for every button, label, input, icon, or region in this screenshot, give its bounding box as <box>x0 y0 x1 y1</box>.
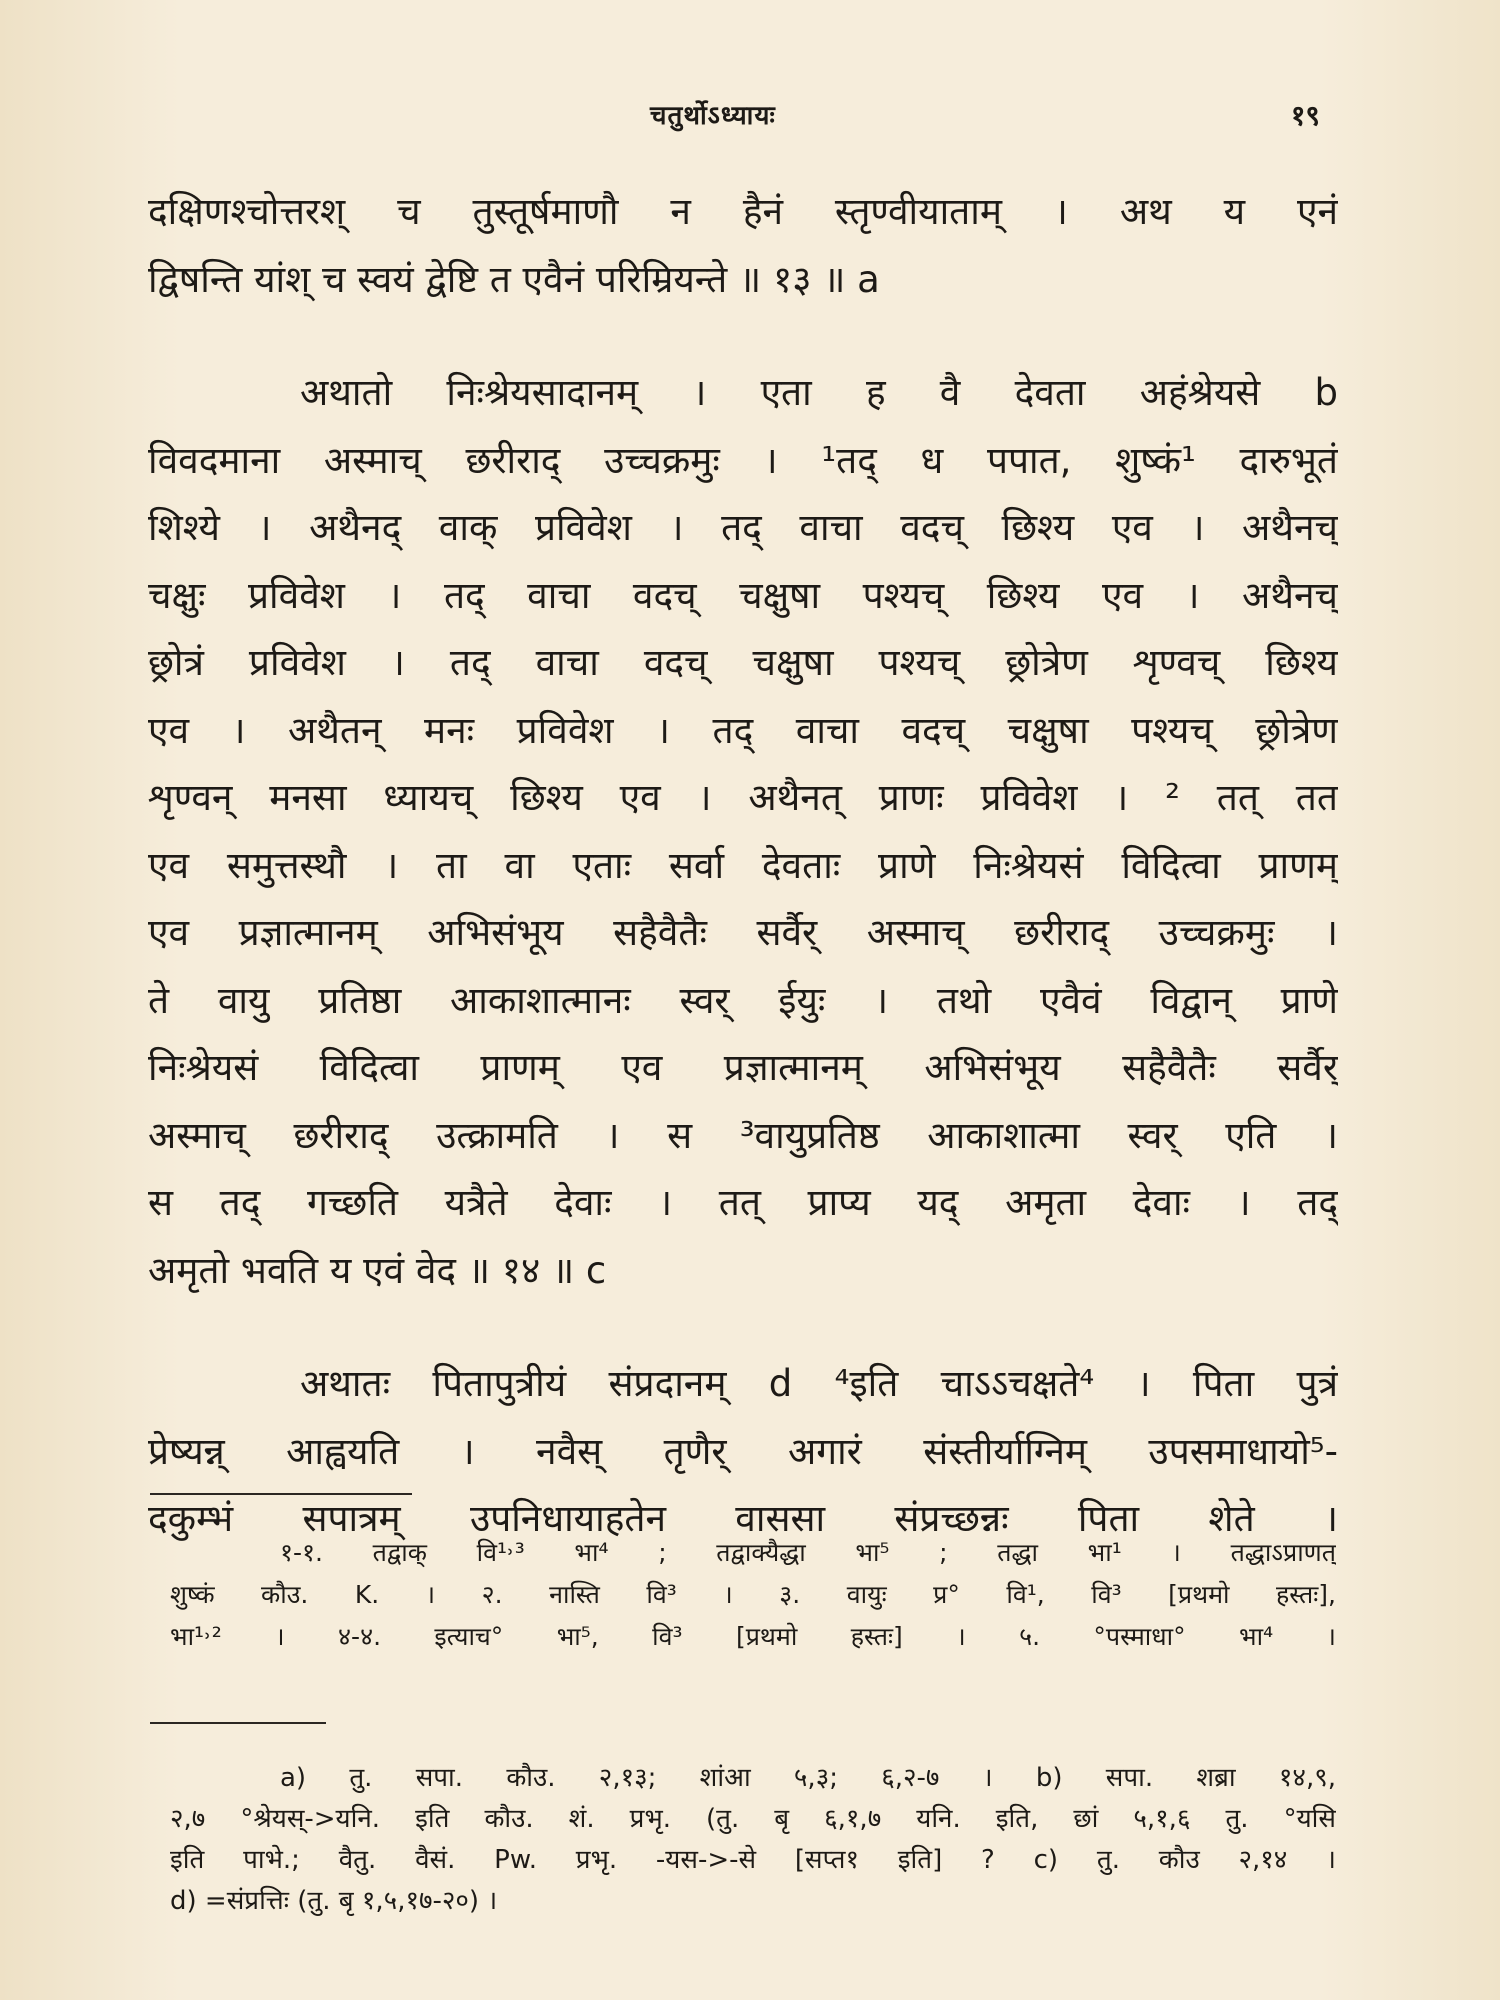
text-line: अस्माच् छरीराद् उत्क्रामति । स ³वायुप्रतिष्ठ आकाशात्मा स्वर् एति । <box>148 1113 1338 1157</box>
text-line: चक्षुः प्रविवेश । तद् वाचा वदच् चक्षुषा पश्यच् छिश्य एव । अथैनच् <box>148 573 1338 617</box>
text-line: छ्रोत्रं प्रविवेश । तद् वाचा वदच् चक्षुषा पश्यच् छ्रोत्रेण शृण्वच् छिश्य <box>148 641 1338 684</box>
text-line: निःश्रेयसं विदित्वा प्राणम् एव प्रज्ञात्मानम् अभिसंभूय सहैवैतैः सर्वैर् <box>148 1046 1338 1089</box>
text-line: दकुम्भं सपात्रम् उपनिधायाहतेन वाससा संप्रच्छन्नः पिता शेते । <box>148 1497 1338 1540</box>
note-line: भा¹˒² । ४-४. इत्याच° भा⁵, वि³ [प्रथमो हस्तः] । ५. °पस्माधा° भा⁴ । <box>170 1622 1336 1651</box>
text-line: प्रेष्यन्न् आह्वयति । नवैस् तृणैर् अगारं संस्तीर्याग्निम् उपसमाधायो⁵- <box>148 1429 1338 1473</box>
running-head <box>0 96 1500 136</box>
note-line: इति पाभे.; वैतु. वैसं. Pw. प्रभृ. -यस->-से [सप्त१ इति] ? c) तु. कौउ २,१४ । <box>170 1845 1336 1875</box>
page-number: १९ <box>1290 99 1320 132</box>
text-line: अथातः पितापुत्रीयं संप्रदानम् d ⁴इति चाऽऽचक्षते⁴ । पिता पुत्रं <box>300 1362 1338 1405</box>
note-line: शुष्कं कौउ. K. । २. नास्ति वि³ । ३. वायुः प्र° वि¹, वि³ [प्रथमो हस्तः], <box>170 1580 1336 1609</box>
text-line: एव प्रज्ञात्मानम् अभिसंभूय सहैवैतैः सर्वैर् अस्माच् छरीराद् उच्चक्रमुः । <box>148 911 1338 954</box>
reference-divider <box>150 1722 326 1724</box>
main-text <box>148 178 1338 1599</box>
text-line: विवदमाना अस्माच् छरीराद् उच्चक्रमुः । ¹तद् ध पपात, शुष्कं¹ दारुभूतं <box>148 438 1338 482</box>
paragraph-13 <box>148 178 1338 313</box>
text-line: अथातो निःश्रेयसादानम् । एता ह वै देवता अहंश्रेयसे b <box>300 371 1338 414</box>
text-line: अमृतो भवति य एवं वेद ॥ १४ ॥ c <box>148 1248 607 1292</box>
running-title: चतुर्थोऽध्यायः <box>650 101 776 131</box>
text-line: द्विषन्ति यांश् च स्वयं द्वेष्टि त एवैनं परिम्रियन्ते ॥ १३ ॥ a <box>148 257 880 301</box>
text-line: एव । अथैतन् मनः प्रविवेश । तद् वाचा वदच् चक्षुषा पश्यच् छ्रोत्रेण <box>148 708 1338 752</box>
note-line: d) =संप्रत्तिः (तु. बृ १,५,१७-२०) । <box>170 1886 498 1916</box>
text-line: दक्षिणश्चोत्तरश् च तुस्तूर्षमाणौ न हैनं स्तृण्वीयाताम् । अथ य एनं <box>148 190 1338 233</box>
text-line: शिश्ये । अथैनद् वाक् प्रविवेश । तद् वाचा वदच् छिश्य एव । अथैनच् <box>148 506 1338 549</box>
variant-notes <box>170 1532 1336 1658</box>
note-line: a) तु. सपा. कौउ. २,१३; शांआ ५,३; ६,२-७ । b) सपा. शब्रा १४,९, <box>280 1763 1336 1793</box>
paragraph-15 <box>148 1350 1338 1553</box>
text-line: एव समुत्तस्थौ । ता वा एताः सर्वा देवताः प्राणे निःश्रेयसं विदित्वा प्राणम् <box>148 843 1338 887</box>
reference-notes <box>170 1758 1336 1922</box>
text-line: स तद् गच्छति यत्रैते देवाः । तत् प्राप्य यद् अमृता देवाः । तद् <box>148 1181 1338 1224</box>
footnote-divider <box>150 1493 412 1495</box>
note-line: १-१. तद्वाक् वि¹˒³ भा⁴ ; तद्वाक्यैद्धा भा⁵ ; तद्धा भा¹ । तद्धाऽप्राणत् <box>280 1538 1336 1567</box>
text-line: शृण्वन् मनसा ध्यायच् छिश्य एव । अथैनत् प्राणः प्रविवेश । ² तत् तत <box>148 776 1338 819</box>
text-line: ते वायु प्रतिष्ठा आकाशात्मानः स्वर् ईयुः । तथो एवैवं विद्वान् प्राणे <box>148 978 1338 1022</box>
note-line: २,७ °श्रेयस्->यनि. इति कौउ. शं. प्रभृ. (तु. बृ ६,१,७ यनि. इति, छां ५,१,६ तु. °यसि <box>170 1804 1336 1834</box>
paragraph-14 <box>148 359 1338 1304</box>
